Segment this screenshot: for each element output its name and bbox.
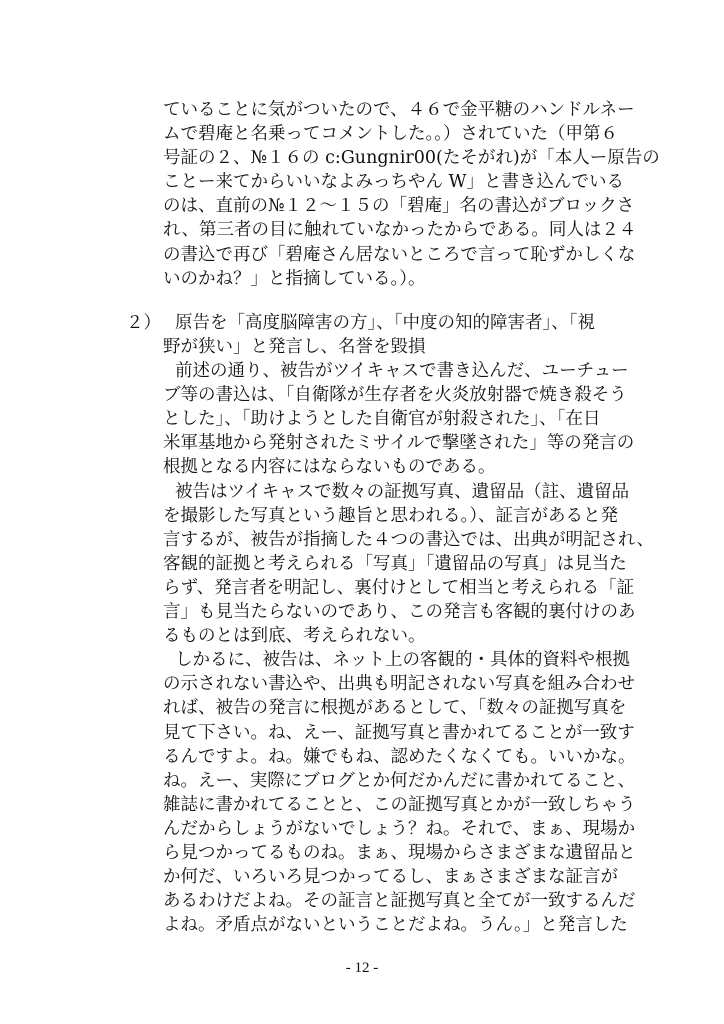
text-line: 根拠となる内容にはならないものである。 <box>163 457 496 477</box>
text-line: しかるに、被告は、ネット上の客観的・具体的資料や根拠 <box>175 650 630 670</box>
text-line: の書込で再び「碧庵さん居ないところで言って恥ずかしくな <box>163 245 636 265</box>
text-line: 原告を「高度脳障害の方」、「中度の知的障害者」、「視 <box>175 313 595 333</box>
text-line: 米軍基地から発射されたミサイルで撃墜された」等の発言の <box>163 433 635 453</box>
text-line: ね。えー、実際にブログとか何だかんだに書かれてること、 <box>163 771 636 791</box>
text-line: ていることに気がついたので、４６で金平糖のハンドルネー <box>163 100 635 120</box>
text-line: の示されない書込や、出典も明記されない写真を組み合わせ <box>163 674 636 694</box>
page-number: - 12 - <box>345 960 379 976</box>
text-line: ら見つかってるものね。まぁ、現場からさまざまな遺留品と <box>163 843 636 863</box>
text-line: 野が狭い」と発言し、名誉を毀損 <box>163 337 426 357</box>
text-line: れば、被告の発言に根拠があるとして、「数々の証拠写真を <box>163 698 627 718</box>
text-line: 言するが、被告が指摘した４つの書込では、出典が明記され、 <box>163 530 655 550</box>
text-line: るんですよ。ね。嫌でもね、認めたくなくても。いいかな。 <box>163 747 636 767</box>
text-line: れ、第三者の目に触れていなかったからである。同人は２４ <box>163 220 637 240</box>
text-line: を撮影した写真という趣旨と思われる。）、証言があると発 <box>163 506 618 526</box>
text-line: ことー来てからいいなよみっちやん W」と書き込んでいる <box>163 172 625 192</box>
text-line: 客観的証拠と考えられる「写真」「遺留品の写真」は見当た <box>163 554 627 574</box>
text-line: ムで碧庵と名乗ってコメントした。。）されていた（甲第６ <box>163 124 618 144</box>
section-number: ２） <box>126 313 161 333</box>
text-line: 号証の２、№１６の c:Gungnir00(たそがれ)が「本人ー原告の <box>163 148 660 168</box>
text-line: 被告はツイキャスで数々の証拠写真、遺留品（註、遺留品 <box>175 482 630 502</box>
text-line: か何だ、いろいろ見つかってるし、まぁさまざまな証言が <box>163 867 618 887</box>
text-line: いのかね？」と指摘している。）。 <box>163 269 426 289</box>
text-line: あるわけだよね。その証言と証拠写真と全てが一致するんだ <box>163 891 636 911</box>
text-line: ブ等の書込は、「自衛隊が生存者を火炎放射器で焼き殺そう <box>163 385 627 405</box>
text-line: 見て下さい。ね、えー、証拠写真と書かれてることが一致す <box>163 723 635 743</box>
text-line: 前述の通り、被告がツイキャスで書き込んだ、ユーチュー <box>175 361 629 381</box>
text-line: 雑誌に書かれてることと、この証拠写真とかが一致しちゃう <box>163 795 636 815</box>
text-line: 言」も見当たらないのであり、この発言も客観的裏付けのあ <box>163 602 636 622</box>
text-line: のは、直前の№１２～１５の「碧庵」名の書込がブロックさ <box>163 196 635 216</box>
text-line: んだからしょうがないでしょう？ね。それで、まぁ、現場か <box>163 819 636 839</box>
text-line: とした」、「助けようとした自衛官が射殺された」、「在日 <box>163 409 601 429</box>
text-line: るものとは到底、考えられない。 <box>163 626 426 646</box>
text-line: よね。矛盾点がないということだよね。うん。」と発言した <box>163 915 628 935</box>
text-line: らず、発言者を明記し、裏付けとして相当と考えられる「証 <box>163 578 635 598</box>
